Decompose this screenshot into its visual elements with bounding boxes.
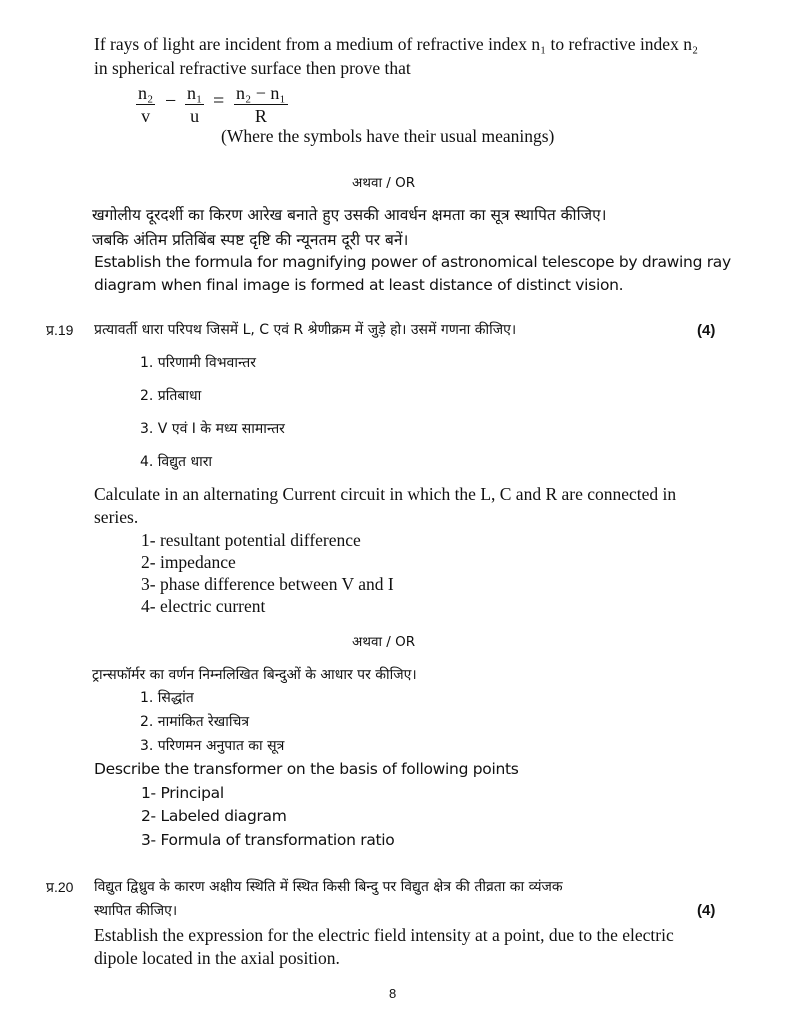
q19-hindi-prompt: प्रत्यावर्ती धारा परिपथ जिसमें L, C एवं R श्रेणीक्रम में जुड़े हो। उसमें गणना कीजिए। — [94, 322, 517, 338]
or-separator: अथवा / OR — [352, 634, 416, 650]
question-number-19: प्र.19 — [46, 322, 74, 338]
q18-text-line2: in spherical refractive surface then prove that — [94, 58, 411, 78]
list-item: 1- Principal — [141, 784, 224, 802]
q20-hindi-line2: स्थापित कीजिए। — [94, 903, 178, 919]
page-number: 8 — [389, 986, 397, 1001]
q20-english-line1: Establish the expression for the electric field intensity at a point, due to the electric — [94, 925, 674, 945]
list-item: 2- impedance — [141, 552, 236, 572]
list-item: 1. परिणामी विभवान्तर — [140, 355, 256, 371]
q20-english-line2: dipole located in the axial position. — [94, 948, 340, 968]
formula-term-n1-over-u — [185, 83, 204, 127]
formula-numerator: n₁ — [187, 83, 203, 103]
or-separator: अथवा / OR — [352, 175, 416, 191]
formula-minus: − — [165, 90, 177, 112]
list-item: 3. परिणमन अनुपात का सूत्र — [140, 738, 285, 754]
q19-alt-english-prompt: Describe the transformer on the basis of following points — [94, 760, 519, 778]
formula-numerator: n₂ − n₁ — [236, 83, 286, 103]
list-item: 2. प्रतिबाधा — [140, 388, 202, 404]
q18-alt-english-line2: diagram when final image is formed at least distance of distinct vision. — [94, 276, 624, 294]
list-item: 4. विद्युत धारा — [140, 454, 213, 470]
list-item: 1. सिद्धांत — [140, 690, 194, 706]
q18-alt-english-line1: Establish the formula for magnifying power of astronomical telescope by drawing ray — [94, 253, 731, 271]
formula-equals: = — [213, 90, 225, 112]
question-number-20: प्र.20 — [46, 879, 74, 895]
formula-term-n2-over-v — [136, 83, 155, 127]
q18-alt-hindi-line2: जबकि अंतिम प्रतिबिंब स्पष्ट दृष्टि की न्यूनतम दूरी पर बनें। — [92, 231, 409, 249]
formula-denominator: R — [254, 106, 267, 126]
q18-text-line1: If rays of light are incident from a medium of refractive index n₁ to refractive index n₂ — [94, 34, 699, 54]
q19-marks: (4) — [697, 322, 716, 339]
list-item: 3- phase difference between V and I — [141, 574, 394, 594]
q18-alt-hindi-line1: खगोलीय दूरदर्शी का किरण आरेख बनाते हुए उसकी आवर्धन क्षमता का सूत्र स्थापित कीजिए। — [92, 206, 607, 224]
q19-english-line1: Calculate in an alternating Current circuit in which the L, C and R are connected in — [94, 484, 677, 504]
q19-alt-hindi-prompt: ट्रान्सफॉर्मर का वर्णन निम्नलिखित बिन्दुओं के आधार पर कीजिए। — [92, 667, 417, 683]
q18-note: (Where the symbols have their usual meanings) — [221, 126, 555, 146]
formula-numerator: n₂ — [138, 83, 154, 103]
list-item: 4- electric current — [141, 596, 266, 616]
formula-term-diff-over-r — [234, 83, 288, 127]
list-item: 3- Formula of transformation ratio — [141, 831, 395, 849]
list-item: 2. नामांकित रेखाचित्र — [140, 714, 250, 730]
q19-english-line2: series. — [94, 507, 139, 527]
formula-denominator: v — [141, 106, 151, 126]
list-item: 1- resultant potential difference — [141, 530, 361, 550]
q20-marks: (4) — [697, 902, 716, 919]
list-item: 3. V एवं I के मध्य सामान्तर — [140, 421, 285, 437]
formula-denominator: u — [190, 106, 200, 126]
q20-hindi-line1: विद्युत द्विध्रुव के कारण अक्षीय स्थिति में स्थित किसी बिन्दु पर विद्युत क्षेत्र की तीव्रता का व्यंजक — [94, 879, 563, 895]
list-item: 2- Labeled diagram — [141, 807, 287, 825]
